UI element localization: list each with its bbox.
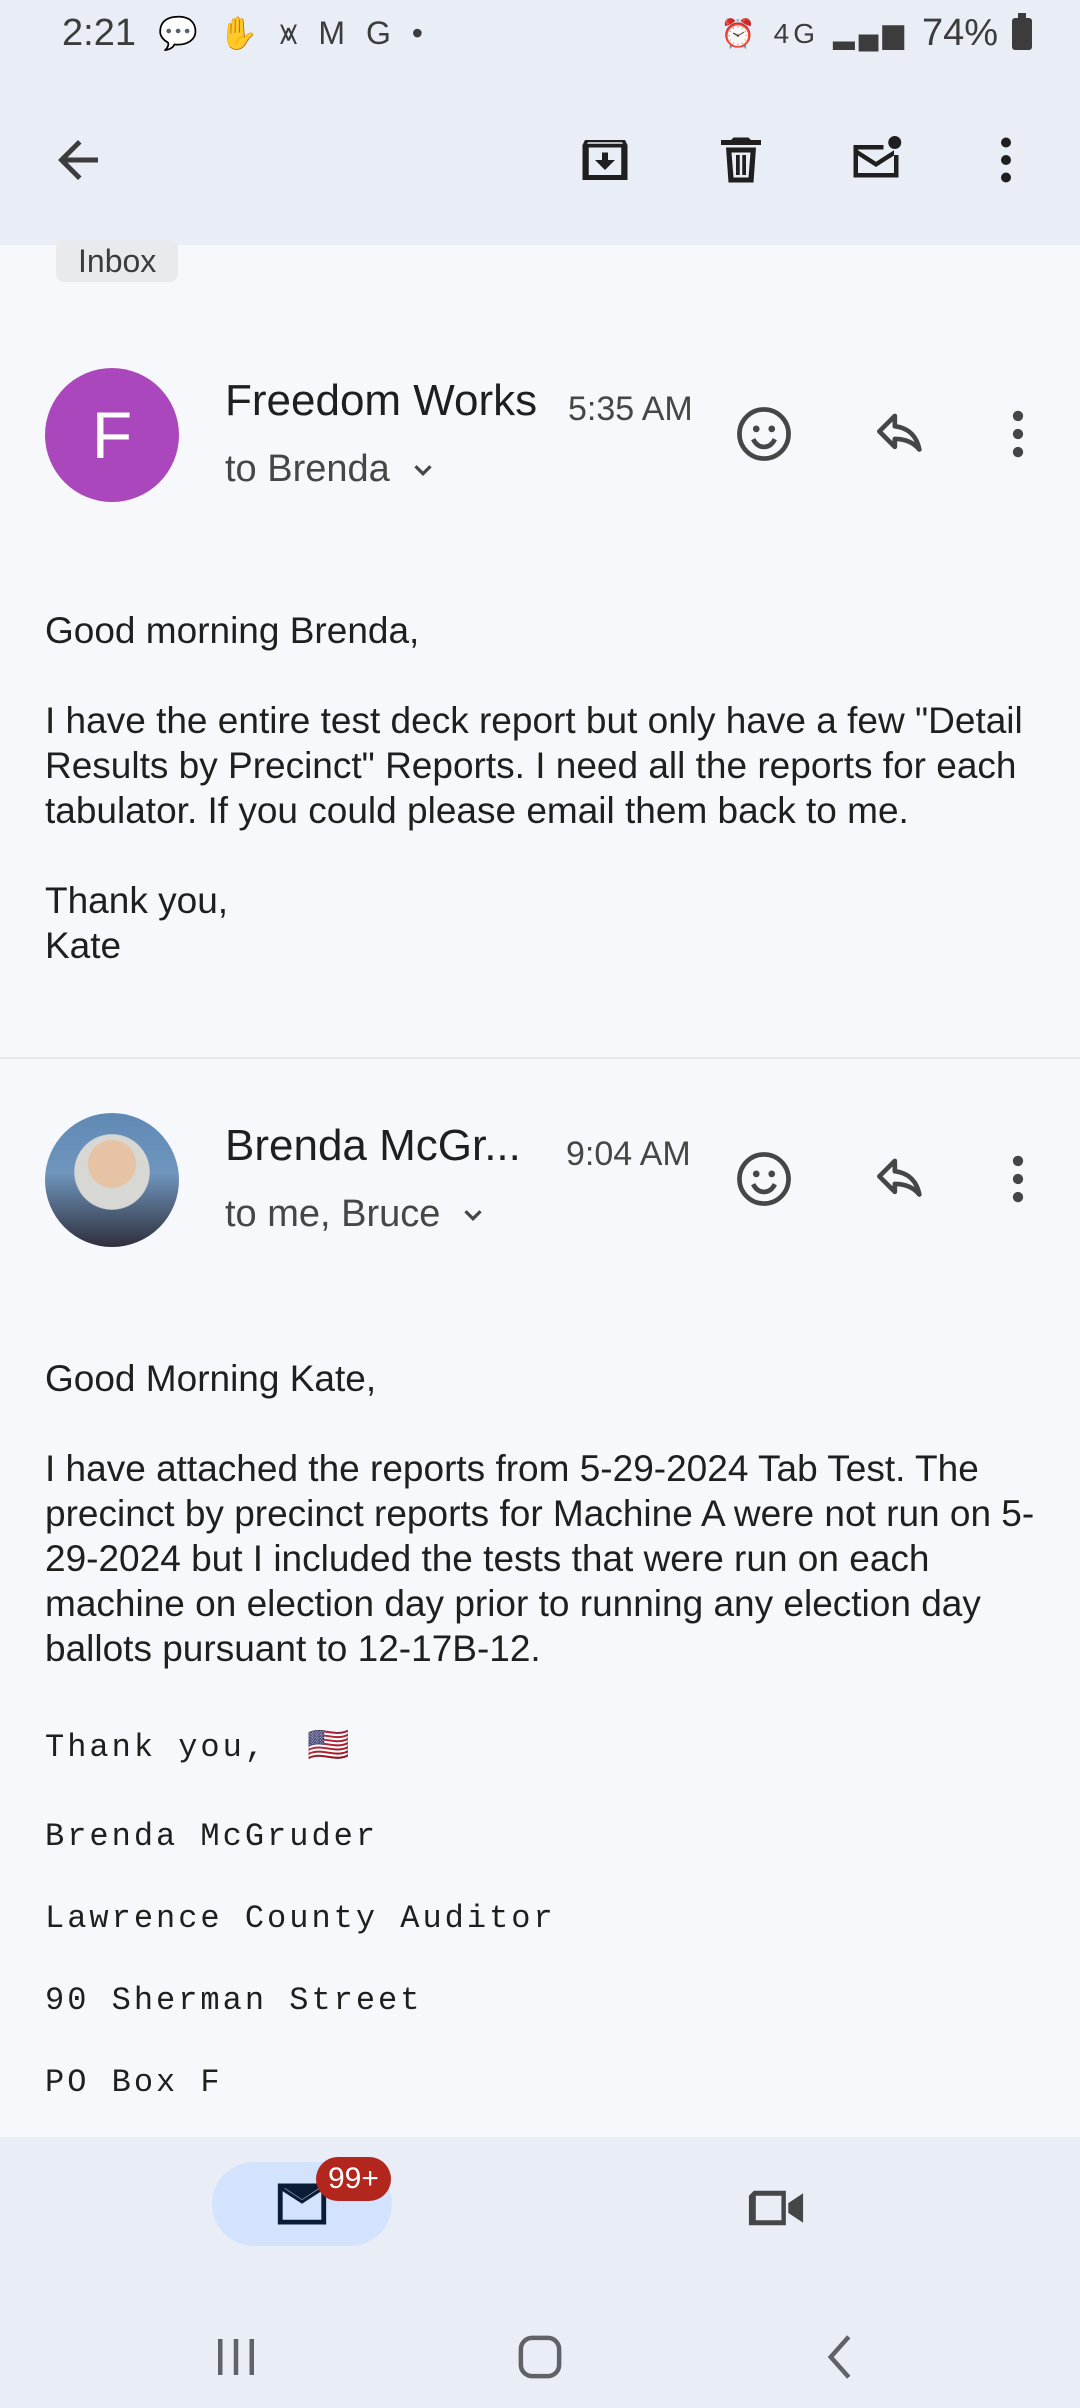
top-toolbar: [0, 70, 1080, 245]
signature-name: Brenda McGruder: [45, 1818, 379, 1855]
message-more-button[interactable]: [982, 1143, 1054, 1215]
recipient-text: to Brenda: [225, 448, 390, 490]
react-emoji-button[interactable]: [728, 398, 800, 470]
meet-tab-button[interactable]: [735, 2167, 817, 2249]
message-header[interactable]: [0, 1113, 1080, 1253]
emoji-icon: [733, 1148, 795, 1210]
battery-level: 74%: [921, 12, 998, 54]
avatar[interactable]: F: [45, 368, 179, 502]
reply-button[interactable]: [864, 398, 936, 470]
mark-unread-button[interactable]: [838, 122, 914, 198]
body-paragraph: Kate: [45, 925, 122, 966]
body-paragraph: Good Morning Kate,: [45, 1358, 377, 1399]
status-right: [721, 12, 1032, 55]
recent-apps-button[interactable]: [196, 2317, 276, 2397]
body-paragraph: Good morning Brenda,: [45, 610, 420, 651]
delete-button[interactable]: [703, 122, 779, 198]
system-back-button[interactable]: [802, 2317, 882, 2397]
react-emoji-button[interactable]: [728, 1143, 800, 1215]
arrow-left-icon: [48, 130, 108, 190]
reply-icon: [869, 403, 931, 465]
recents-icon: [209, 2330, 263, 2384]
alarm-icon: ⏰: [720, 18, 760, 49]
status-time: 2:21: [62, 12, 136, 54]
trash-icon: [711, 130, 771, 190]
home-button[interactable]: [500, 2317, 580, 2397]
chevron-left-icon: [815, 2330, 869, 2384]
more-options-button[interactable]: [968, 122, 1044, 198]
archive-icon: [575, 130, 635, 190]
archive-button[interactable]: [567, 122, 643, 198]
network-type: 4G: [773, 17, 820, 49]
sender-name: Freedom Works: [225, 376, 538, 425]
recipient-text: to me, Bruce: [225, 1193, 441, 1235]
signature-line: [45, 1725, 353, 1766]
chevron-down-icon: [408, 455, 438, 485]
label-chip-inbox[interactable]: Inbox: [56, 240, 178, 282]
recipient-toggle[interactable]: [225, 448, 438, 491]
message-body: [45, 1356, 1035, 1716]
signature-street: 90 Sherman Street: [45, 1982, 423, 2019]
message-divider: [0, 1057, 1080, 1059]
more-vert-icon: [976, 130, 1036, 190]
emoji-icon: [733, 403, 795, 465]
message-header[interactable]: [0, 368, 1080, 508]
home-icon: [513, 2330, 567, 2384]
flag-emoji: 🇺🇸: [307, 1725, 353, 1765]
avatar[interactable]: [45, 1113, 179, 1247]
status-bar: [0, 0, 1080, 70]
reply-icon: [869, 1148, 931, 1210]
sender-name: Brenda McGr...: [225, 1121, 521, 1170]
more-vert-icon: [987, 403, 1049, 465]
battery-icon: [1012, 18, 1032, 50]
unread-count-badge: 99+: [316, 2157, 391, 2201]
signature-pobox: PO Box F: [45, 2064, 223, 2101]
message-time: 9:04 AM: [566, 1135, 691, 1173]
signal-icon: ▂▄▆: [833, 18, 908, 49]
signature-thanks: Thank you,: [45, 1729, 268, 1766]
mark-unread-icon: [846, 130, 906, 190]
signature-title: Lawrence County Auditor: [45, 1900, 556, 1937]
video-icon: [744, 2183, 808, 2233]
more-vert-icon: [987, 1148, 1049, 1210]
message-body: [45, 608, 1035, 968]
message-time: 5:35 AM: [568, 390, 693, 428]
reply-button[interactable]: [864, 1143, 936, 1215]
recipient-toggle[interactable]: [225, 1193, 488, 1236]
body-paragraph: Thank you,: [45, 880, 229, 921]
notification-icons: 💬 ✋ ⩙ M G •: [158, 15, 429, 51]
chevron-down-icon: [458, 1200, 488, 1230]
body-paragraph: I have attached the reports from 5-29-2024 Tab Test. The precinct by precinct reports for Machine A were not run on 5-29-2024 but I included the tests that were run on each machine on election day prior to running any election day ballots pursuant to 12-17B-12.: [45, 1448, 1035, 1669]
message-more-button[interactable]: [982, 398, 1054, 470]
back-button[interactable]: [40, 122, 116, 198]
bottom-navigation: [0, 2137, 1080, 2408]
body-paragraph: I have the entire test deck report but only have a few "Detail Results by Precinct" Reports. I need all the reports for each tabulator. If you could please email them back to me.: [45, 700, 1023, 831]
